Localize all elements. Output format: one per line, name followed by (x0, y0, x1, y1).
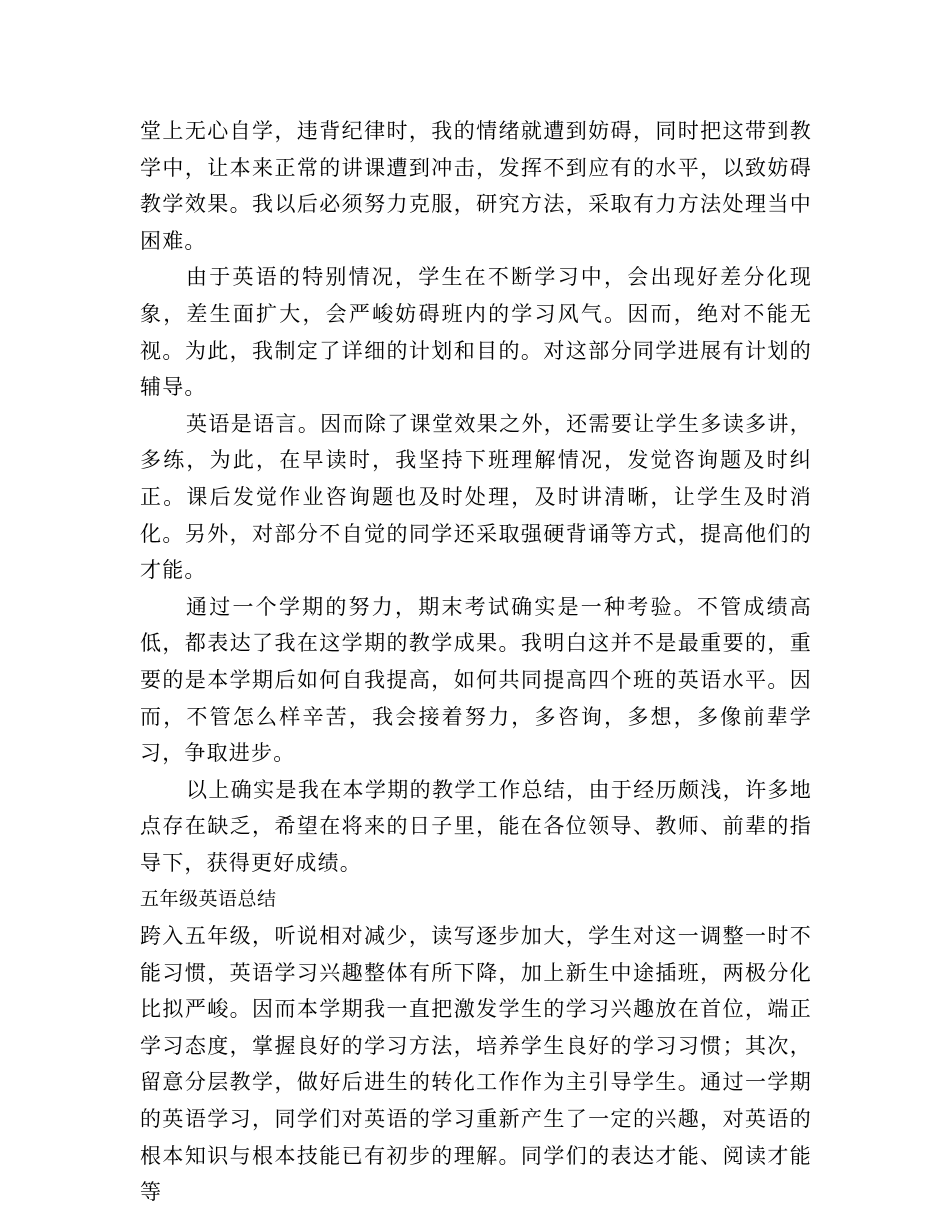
document-body (140, 113, 812, 1211)
paragraph-final-exam: 通过一个学期的努力，期末考试确实是一种考验。不管成绩高低，都表达了我在这学期的教学成果。我明白这并不是最重要的，重要的是本学期后如何自我提高，如何共同提高四个班的英语水平。因而，不管怎么样辛苦，我会接着努力，多咨询，多想，多像前辈学习，争取进步。 (140, 594, 812, 766)
paragraph-summary: 以上确实是我在本学期的教学工作总结，由于经历颇浅，许多地点存在缺乏，希望在将来的日子里，能在各位领导、教师、前辈的指导下，获得更好成绩。 (140, 777, 812, 875)
paragraph-grade-five: 跨入五年级，听说相对减少，读写逐步加大，学生对这一调整一时不能习惯，英语学习兴趣整体有所下降，加上新生中途插班，两极分化比拟严峻。因而本学期我一直把激发学生的学习兴趣放在首位，端正学习态度，掌握良好的学习方法，培养学生良好的学习习惯；其次，留意分层教学，做好后进生的转化工作作为主引导学生。通过一学期的英语学习，同学们对英语的学习重新产生了一定的兴趣，对英语的根本知识与根本技能已有初步的理解。同学们的表达才能、阅读才能等 (140, 924, 812, 1205)
paragraph-continuation: 堂上无心自学，违背纪律时，我的情绪就遭到妨碍，同时把这带到教学中，让本来正常的讲课遭到冲击，发挥不到应有的水平，以致妨碍教学效果。我以后必须努力克服，研究方法，采取有力方法处理当中困难。 (140, 119, 812, 253)
paragraph-language-practice: 英语是语言。因而除了课堂效果之外，还需要让学生多读多讲，多练，为此，在早读时，我坚持下班理解情况，发觉咨询题及时纠正。课后发觉作业咨询题也及时处理，及时讲清晰，让学生及时消化。另外，对部分不自觉的同学还采取强硬背诵等方式，提高他们的才能。 (140, 411, 812, 583)
section-title: 五年级英语总结 (140, 888, 277, 911)
paragraph-differentiation: 由于英语的特别情况，学生在不断学习中，会出现好差分化现象，差生面扩大，会严峻妨碍班内的学习风气。因而，绝对不能无视。为此，我制定了详细的计划和目的。对这部分同学进展有计划的辅导。 (140, 265, 812, 400)
